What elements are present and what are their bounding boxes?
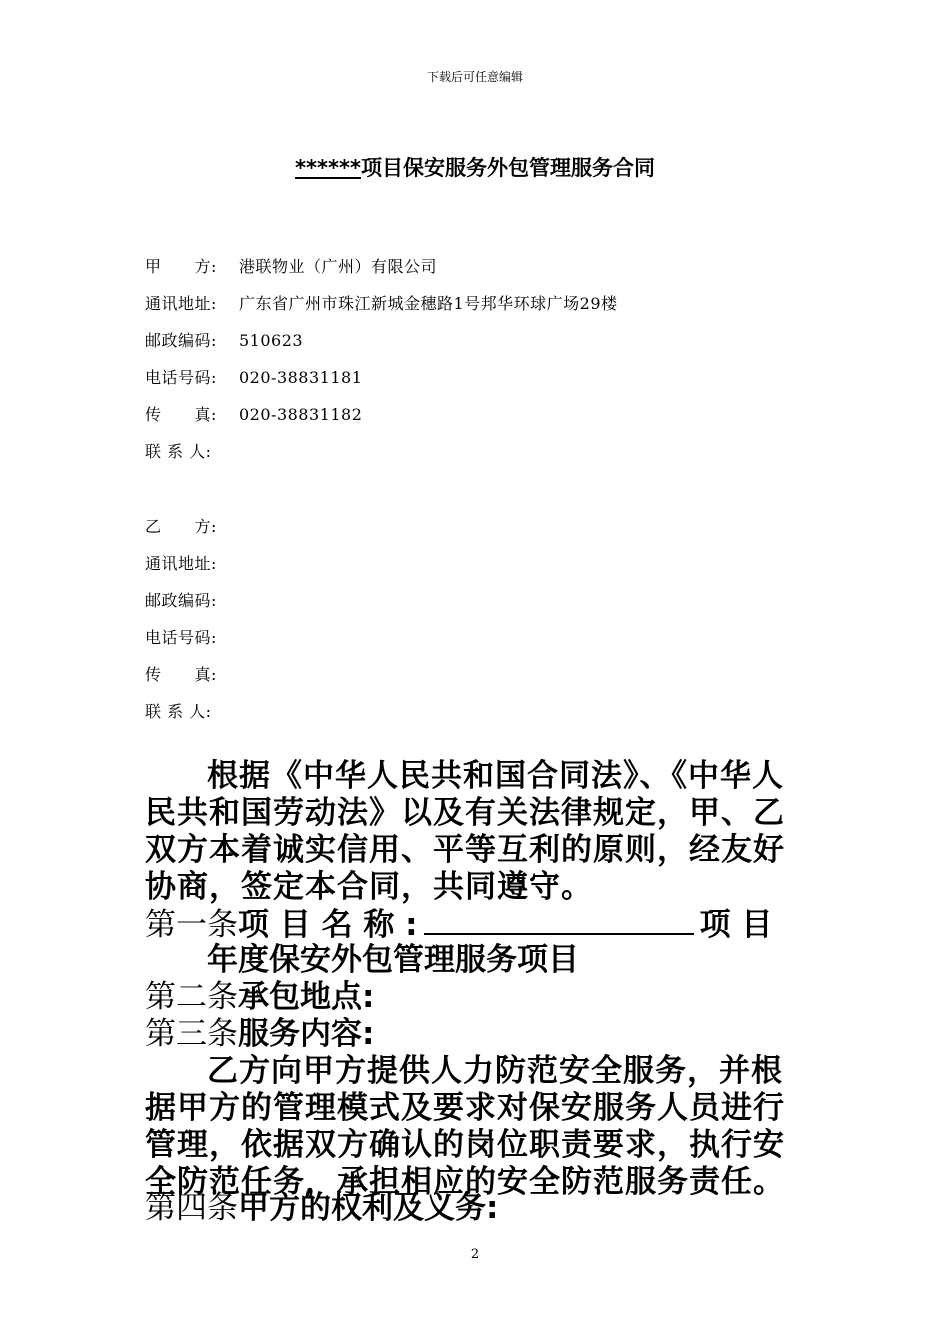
- phone-label: 电话号码:: [145, 368, 217, 387]
- article-2-number: 第二条: [145, 979, 238, 1015]
- article-1-continuation: 年度保安外包管理服务项目: [207, 942, 579, 978]
- article-2-title: 承包地点:: [238, 979, 375, 1015]
- party-b-name-row: [145, 514, 239, 537]
- contact-label: 联 系 人:: [145, 702, 212, 721]
- article-1-title: 项 目 名 称 :: [238, 907, 418, 943]
- party-b-label: 乙 方:: [145, 517, 217, 536]
- party-b-phone-row: [145, 625, 239, 648]
- party-a-name-row: [145, 254, 437, 277]
- preamble-paragraph: 根据《中华人民共和国合同法》、《中华人民共和国劳动法》以及有关法律规定，甲、乙双方本着诚实信用、平等互利的原则，经友好协商，签定本合同，共同遵守。: [145, 758, 785, 905]
- article-3-number: 第三条: [145, 1016, 238, 1052]
- address-label: 通讯地址:: [145, 294, 217, 313]
- contact-label: 联 系 人:: [145, 442, 212, 461]
- article-4: [145, 1190, 498, 1227]
- party-b-address-row: [145, 551, 239, 574]
- party-a-postcode-row: [145, 328, 303, 351]
- article-3-title: 服务内容:: [238, 1016, 375, 1052]
- postcode-label: 邮政编码:: [145, 331, 217, 350]
- article-3-body: 乙方向甲方提供人力防范安全服务，并根据甲方的管理模式及要求对保安服务人员进行管理，依据双方确认的岗位职责要求，执行安全防范任务，承担相应的安全防范服务责任。: [145, 1053, 785, 1200]
- article-3: [145, 1016, 374, 1053]
- header-note: 下载后可任意编辑: [426, 70, 523, 84]
- party-b-postcode-row: [145, 588, 239, 611]
- fax-label: 传 真:: [145, 405, 217, 424]
- address-label: 通讯地址:: [145, 554, 217, 573]
- project-name-blank: [424, 905, 694, 935]
- party-a-label: 甲 方:: [145, 257, 217, 276]
- party-a-phone: 020-38831181: [239, 368, 363, 387]
- article-1-number: 第一条: [145, 907, 238, 943]
- article-2: [145, 979, 374, 1016]
- title-placeholder: ******: [295, 156, 361, 180]
- party-a-contact-row: [145, 439, 239, 462]
- contract-title: [0, 152, 950, 182]
- article-1: [145, 905, 772, 944]
- party-a-phone-row: [145, 365, 362, 388]
- party-a-fax-row: [145, 402, 362, 425]
- fax-label: 传 真:: [145, 665, 217, 684]
- article-4-number: 第四条: [145, 1190, 238, 1226]
- party-a-address: 广东省广州市珠江新城金穗路1号邦华环球广场29楼: [239, 294, 618, 313]
- article-4-title: 甲方的权利及义务:: [238, 1190, 499, 1226]
- party-a-fax: 020-38831182: [239, 405, 363, 424]
- title-text: 项目保安服务外包管理服务合同: [360, 156, 655, 180]
- party-b-fax-row: [145, 662, 239, 685]
- page-number: 2: [470, 1247, 480, 1262]
- party-b-contact-row: [145, 699, 239, 722]
- party-a-name: 港联物业（广州）有限公司: [239, 257, 438, 276]
- party-a-postcode: 510623: [239, 331, 304, 350]
- phone-label: 电话号码:: [145, 628, 217, 647]
- party-a-address-row: [145, 291, 618, 314]
- article-1-suffix: 项 目: [699, 907, 773, 943]
- postcode-label: 邮政编码:: [145, 591, 217, 610]
